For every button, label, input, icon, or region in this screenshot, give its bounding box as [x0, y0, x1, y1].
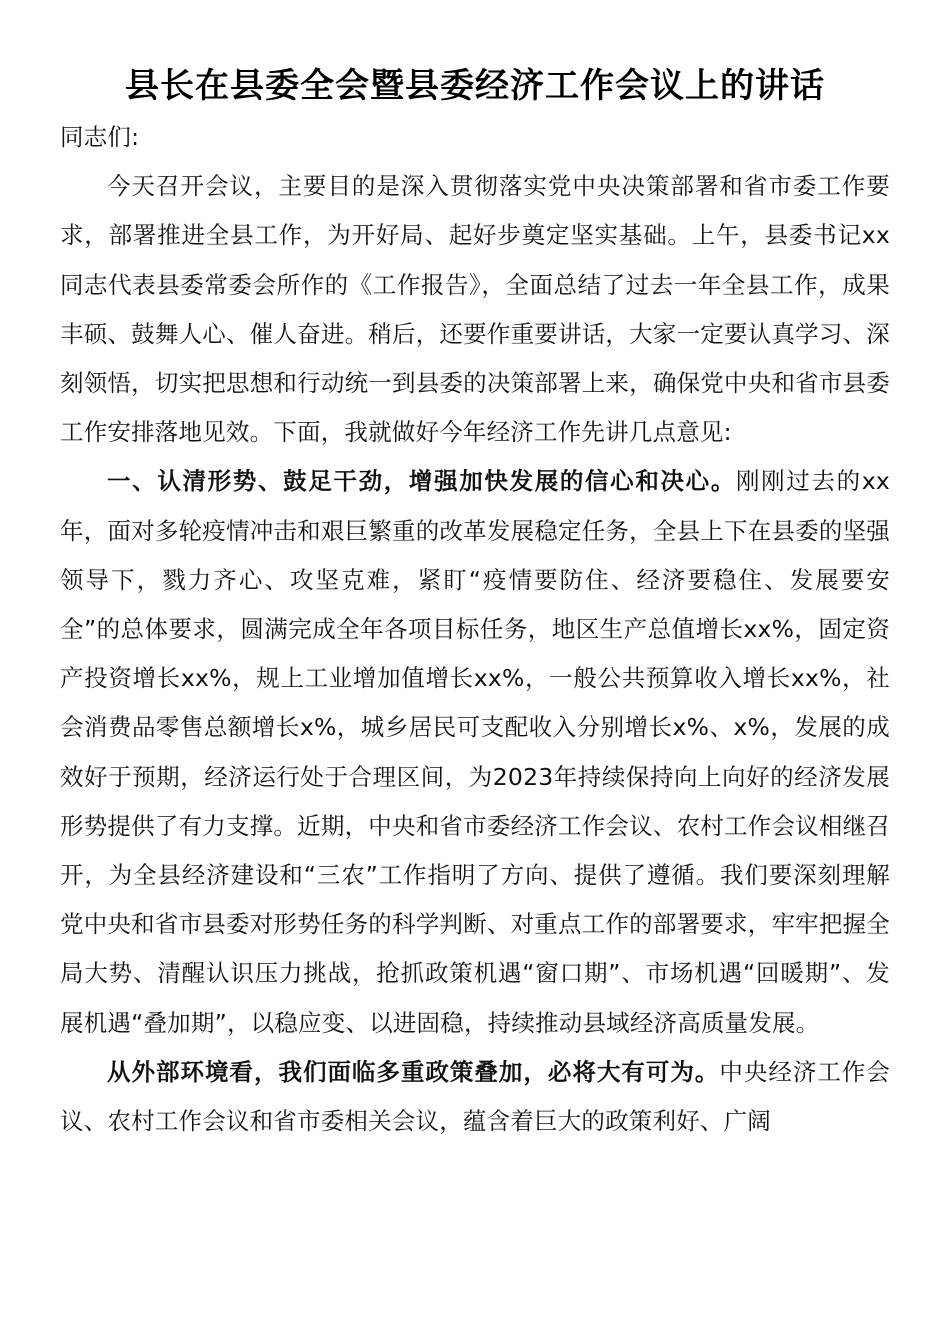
paragraph-text: 今天召开会议，主要目的是深入贯彻落实党中央决策部署和省市委工作要求，部署推进全县工作，为开好局、起好步奠定坚实基础。上午，县委书记xx同志代表县委常委会所作的《工作报告》，全面总结了过去一年全县工作，成果丰硕、鼓舞人心、催人奋进。稍后，还要作重要讲话，大家一定要认真学习、深刻领悟，切实把思想和行动统一到县委的决策部署上来，确保党中央和省市县委工作安排落地见效。下面，我就做好今年经济工作先讲几点意见:: [60, 172, 890, 447]
paragraph-1: [60, 162, 890, 457]
paragraph-2: [60, 457, 890, 1047]
paragraph-text: 刚刚过去的xx年，面对多轮疫情冲击和艰巨繁重的改革发展稳定任务，全县上下在县委的坚强领导下，戮力齐心、攻坚克难，紧盯“疫情要防住、经济要稳住、发展要安全”的总体要求，圆满完成全年各项目标任务，地区生产总值增长xx%，固定资产投资增长xx%，规上工业增加值增长xx%，一般公共预算收入增长xx%，社会消费品零售总额增长x%，城乡居民可支配收入分别增长x%、x%，发展的成效好于预期，经济运行处于合理区间，为2023年持续保持向上向好的经济发展形势提供了有力支撑。近期，中央和省市委经济工作会议、农村工作会议相继召开，为全县经济建设和“三农”工作指明了方向、提供了遵循。我们要深刻理解党中央和省市县委对形势任务的科学判断、对重点工作的部署要求，牢牢把握全局大势、清醒认识压力挑战，抢抓政策机遇“窗口期”、市场机遇“回暖期”、发展机遇“叠加期”，以稳应变、以进固稳，持续推动县域经济高质量发展。: [60, 467, 890, 1037]
greeting: 同志们:: [60, 123, 140, 151]
document-title: 县长在县委全会暨县委经济工作会议上的讲话: [125, 66, 825, 106]
paragraph-text: 中央经济工作会议、农村工作会议和省市委相关会议，蕴含着巨大的政策利好、广阔: [60, 1057, 891, 1136]
document-body: [60, 113, 890, 1146]
section-heading: 一、认清形势、鼓足干劲，增强加快发展的信心和决心。: [107, 467, 736, 496]
subsection-heading: 从外部环境看，我们面临多重政策叠加，必将大有可为。: [107, 1057, 720, 1086]
paragraph-3: [60, 1048, 890, 1146]
